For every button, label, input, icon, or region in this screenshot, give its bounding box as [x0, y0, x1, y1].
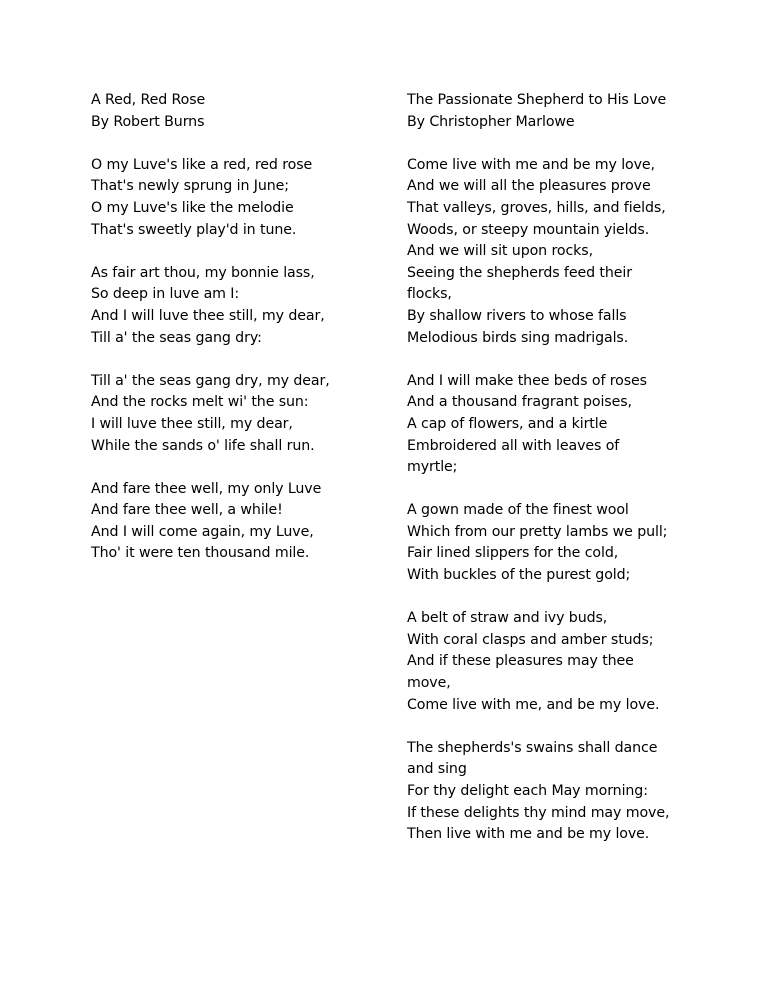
left-poem-line: And I will luve thee still, my dear,: [91, 307, 325, 324]
right-poem-line: By shallow rivers to whose falls: [407, 307, 627, 324]
right-poem-line: A belt of straw and ivy buds,: [407, 610, 608, 627]
right-poem-line: And a thousand fragrant poises,: [407, 394, 632, 411]
left-poem-stanza: [91, 263, 381, 349]
right-poem-line: The shepherds's swains shall dance: [407, 739, 658, 756]
right-poem-stanza: [407, 738, 697, 846]
right-poem-line: Melodious birds sing madrigals.: [407, 329, 629, 346]
right-poem-line: For thy delight each May morning:: [407, 783, 648, 799]
left-poem-line: That's newly sprung in June;: [91, 178, 289, 195]
left-poem-stanza: [91, 155, 381, 241]
left-poem-line: O my Luve's like a red, red rose: [91, 156, 313, 173]
left-poem-line: So deep in luve am I:: [91, 286, 240, 303]
right-poem-line: If these delights thy mind may move,: [407, 804, 670, 821]
left-poem-line: Till a' the seas gang dry:: [91, 329, 262, 346]
right-poem-stanza: [407, 371, 697, 479]
right-poem-stanza: [407, 608, 697, 716]
right-poem-line: Embroidered all with leaves of: [407, 437, 620, 454]
right-poem-line: And we will sit upon rocks,: [407, 243, 593, 260]
left-poem-line: And I will come again, my Luve,: [91, 523, 314, 540]
right-poem-line: Fair lined slippers for the cold,: [407, 545, 619, 562]
left-poem-header: [91, 90, 381, 133]
right-poem-line: move,: [407, 675, 451, 692]
left-poem: [91, 90, 381, 565]
right-poem-title: The Passionate Shepherd to His Love: [407, 92, 667, 108]
left-poem-line: That's sweetly play'd in tune.: [91, 221, 297, 238]
left-poem-line: I will luve thee still, my dear,: [91, 415, 293, 432]
left-poem-line: Tho' it were ten thousand mile.: [91, 545, 310, 562]
left-poem-stanza: [91, 479, 381, 565]
left-poem-byline: By Robert Burns: [91, 113, 205, 130]
left-poem-line: As fair art thou, my bonnie lass,: [91, 264, 315, 281]
left-poem-line: And fare thee well, my only Luve: [91, 480, 322, 497]
right-poem-line: A gown made of the finest wool: [407, 502, 629, 519]
right-poem-stanza: [407, 155, 697, 349]
right-poem-line: And I will make thee beds of roses: [407, 372, 647, 389]
right-poem-stanza: [407, 500, 697, 586]
right-poem-byline: By Christopher Marlowe: [407, 113, 575, 130]
right-poem-line: That valleys, groves, hills, and fields,: [407, 199, 666, 216]
right-poem-line: Come live with me, and be my love.: [407, 696, 660, 713]
right-poem-line: And we will all the pleasures prove: [407, 178, 651, 195]
left-poem-line: Till a' the seas gang dry, my dear,: [91, 372, 330, 389]
right-poem-line: Then live with me and be my love.: [407, 826, 650, 843]
right-poem-line: With buckles of the purest gold;: [407, 567, 631, 584]
right-poem-header: [407, 90, 697, 133]
right-poem-line: Woods, or steepy mountain yields.: [407, 221, 650, 238]
right-poem-line: Seeing the shepherds feed their: [407, 264, 632, 281]
right-poem-line: flocks,: [407, 286, 452, 303]
left-poem-line: O my Luve's like the melodie: [91, 199, 294, 216]
left-poem-line: While the sands o' life shall run.: [91, 437, 315, 454]
right-poem-line: A cap of flowers, and a kirtle: [407, 415, 608, 432]
right-poem-line: Which from our pretty lambs we pull;: [407, 523, 668, 540]
left-poem-stanzas: [91, 155, 381, 565]
right-poem-stanzas: [407, 155, 697, 846]
right-poem-line: and sing: [407, 761, 467, 778]
right-poem-line: myrtle;: [407, 459, 458, 476]
left-poem-line: And fare thee well, a while!: [91, 502, 283, 519]
right-poem-line: With coral clasps and amber studs;: [407, 631, 654, 648]
left-poem-stanza: [91, 371, 381, 457]
right-poem-line: And if these pleasures may thee: [407, 653, 634, 670]
left-poem-line: And the rocks melt wi' the sun:: [91, 394, 309, 411]
right-poem-line: Come live with me and be my love,: [407, 156, 655, 173]
left-poem-title: A Red, Red Rose: [91, 92, 206, 108]
right-poem: [407, 90, 697, 846]
